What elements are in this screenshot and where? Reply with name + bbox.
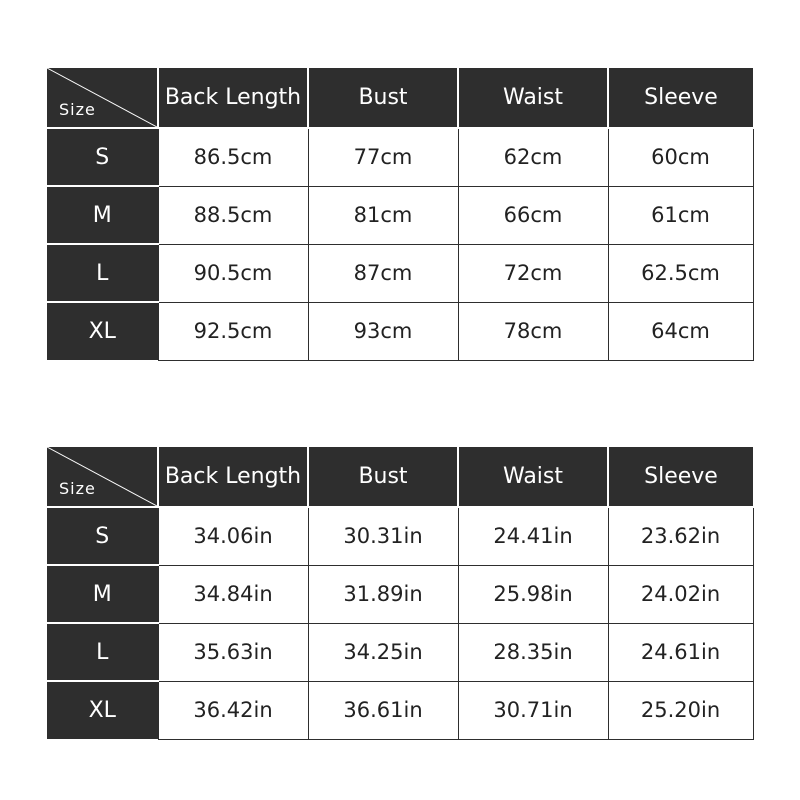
table-cell: 62.5cm [608, 244, 753, 302]
table-cell: 36.61in [308, 681, 458, 739]
table-cell: 31.89in [308, 565, 458, 623]
table-row [47, 507, 753, 565]
table-cell: 24.02in [608, 565, 753, 623]
table-cell: 90.5cm [158, 244, 308, 302]
size-table-cm [47, 68, 754, 361]
header-row [47, 68, 753, 128]
column-header: Waist [458, 447, 608, 507]
table-row [47, 128, 753, 186]
table-cell: 87cm [308, 244, 458, 302]
corner-header [47, 68, 158, 128]
table-cell: 23.62in [608, 507, 753, 565]
table-row [47, 186, 753, 244]
size-corner-label: Size [59, 479, 96, 498]
table-cell: 30.31in [308, 507, 458, 565]
table-row [47, 244, 753, 302]
table-cell: 34.25in [308, 623, 458, 681]
table-cell: 34.06in [158, 507, 308, 565]
size-label: XL [47, 681, 158, 739]
table-cell: 66cm [458, 186, 608, 244]
table-cell: 25.20in [608, 681, 753, 739]
table-row [47, 623, 753, 681]
size-label: XL [47, 302, 158, 360]
table-cell: 35.63in [158, 623, 308, 681]
size-label: S [47, 128, 158, 186]
table-cell: 30.71in [458, 681, 608, 739]
table-cell: 77cm [308, 128, 458, 186]
size-table-in [47, 447, 754, 740]
table-cell: 78cm [458, 302, 608, 360]
size-label: S [47, 507, 158, 565]
table-cell: 34.84in [158, 565, 308, 623]
column-header: Bust [308, 68, 458, 128]
table-cell: 61cm [608, 186, 753, 244]
table-cell: 81cm [308, 186, 458, 244]
table-row [47, 565, 753, 623]
size-label: L [47, 244, 158, 302]
size-label: M [47, 565, 158, 623]
column-header: Waist [458, 68, 608, 128]
table-cell: 28.35in [458, 623, 608, 681]
table-cell: 93cm [308, 302, 458, 360]
table-row [47, 302, 753, 360]
corner-header [47, 447, 158, 507]
table-cell: 25.98in [458, 565, 608, 623]
table-cell: 62cm [458, 128, 608, 186]
size-corner-label: Size [59, 100, 96, 119]
column-header: Bust [308, 447, 458, 507]
size-label: L [47, 623, 158, 681]
header-row [47, 447, 753, 507]
column-header: Sleeve [608, 68, 753, 128]
column-header: Back Length [158, 447, 308, 507]
table-cell: 88.5cm [158, 186, 308, 244]
column-header: Sleeve [608, 447, 753, 507]
table-cell: 72cm [458, 244, 608, 302]
table-cell: 92.5cm [158, 302, 308, 360]
table-cell: 24.61in [608, 623, 753, 681]
table-row [47, 681, 753, 739]
table-cell: 64cm [608, 302, 753, 360]
table-cell: 36.42in [158, 681, 308, 739]
column-header: Back Length [158, 68, 308, 128]
table-cell: 24.41in [458, 507, 608, 565]
table-cell: 86.5cm [158, 128, 308, 186]
table-cell: 60cm [608, 128, 753, 186]
size-label: M [47, 186, 158, 244]
